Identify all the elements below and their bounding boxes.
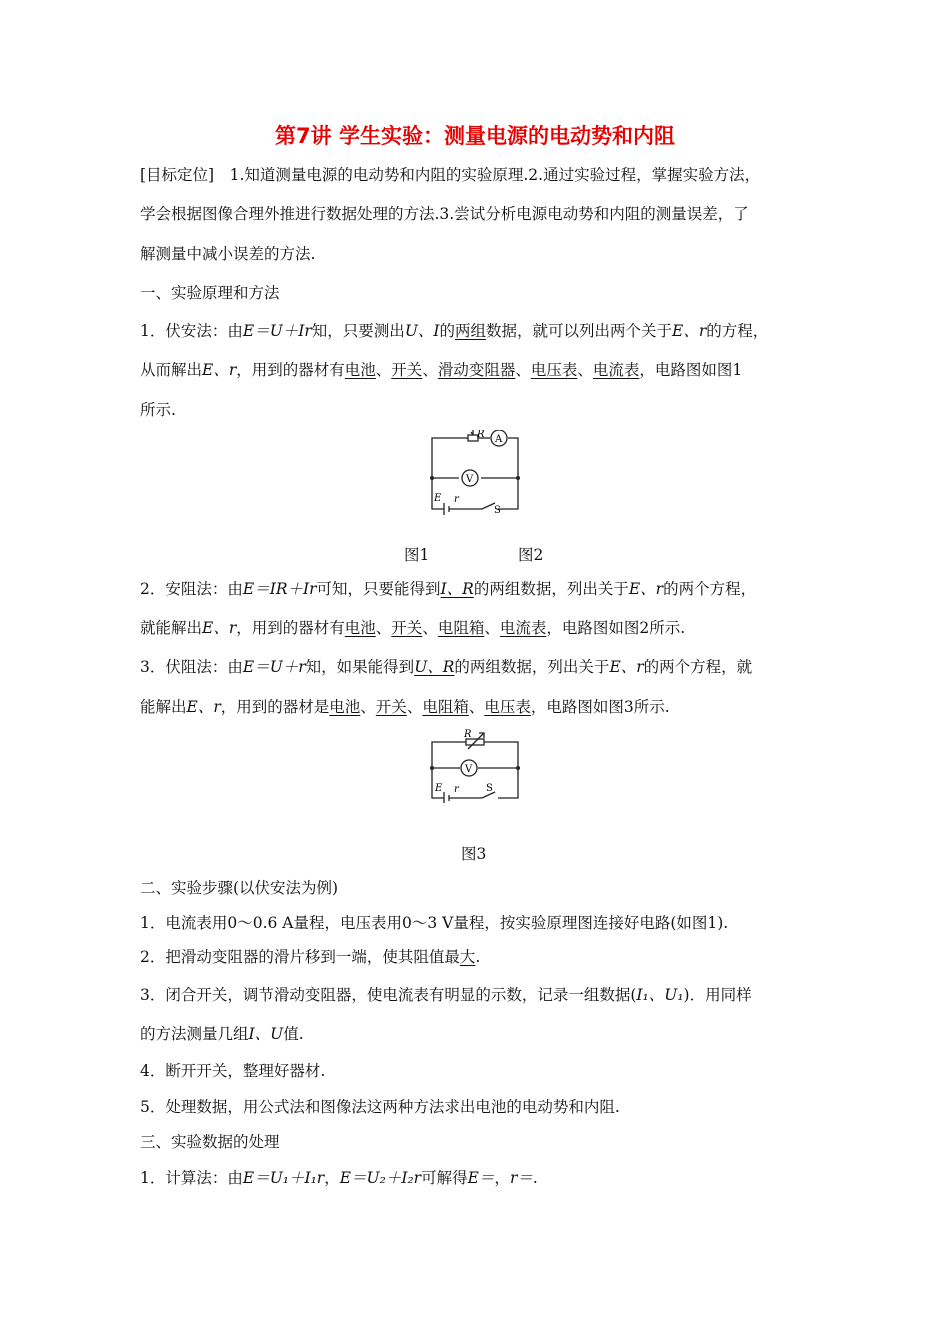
- internal-resistance-label: r: [454, 494, 459, 505]
- text: 、: [422, 361, 438, 379]
- text: 就能解出: [140, 619, 203, 637]
- emf-label: E: [434, 493, 442, 504]
- text: 能解出: [140, 698, 187, 716]
- underlined-answer: 电流表: [592, 361, 640, 379]
- switch-label: S: [486, 783, 493, 794]
- text: ，电路图如图2所示.: [546, 619, 686, 637]
- method-1-line-1: [140, 320, 820, 342]
- underlined-answer: 电池: [344, 361, 376, 379]
- text: 2．把滑动变阻器的滑片移到一端，使其阻值最: [140, 948, 460, 966]
- text: 的: [439, 322, 456, 340]
- underlined-answer: 电池: [329, 698, 361, 716]
- text: 3．闭合开关，调节滑动变阻器，使电流表有明显的示数，记录一组数据(: [140, 986, 637, 1004]
- method-2-line-2: [140, 617, 820, 639]
- circuit-figure-3: [420, 728, 530, 803]
- figure-3-caption: 图3: [461, 845, 487, 863]
- page-title: 第7讲 学生实验：测量电源的电动势和内阻: [275, 124, 675, 148]
- text: ，用到的器材有: [236, 361, 345, 379]
- text: 的方程，: [706, 322, 769, 340]
- text: 数据，就可以列出两个关于: [486, 322, 673, 340]
- formula: E＝: [467, 1169, 495, 1187]
- text: 知，如果能得到: [305, 658, 415, 676]
- calc-method: [140, 1167, 820, 1189]
- text: 可解得: [421, 1169, 468, 1187]
- figure-2-caption: 图2: [518, 546, 544, 564]
- underlined-answer: 电压表: [530, 361, 578, 379]
- text: 从而解出: [140, 361, 203, 379]
- variables: E、r: [628, 580, 664, 598]
- step-3-line-1: [140, 984, 820, 1006]
- text: ，: [494, 1169, 510, 1187]
- text: 、: [360, 698, 376, 716]
- text: 、: [515, 361, 531, 379]
- underlined-answer: 电阻箱: [422, 698, 469, 716]
- text: 的两组数据，列出关于: [454, 658, 610, 676]
- resistor-box-label: R: [464, 729, 472, 740]
- figure-1-caption: 图1: [404, 546, 430, 564]
- underlined-answer: 开关: [391, 619, 423, 637]
- underlined-answer: 电池: [344, 619, 376, 637]
- underlined-answer: 电流表: [499, 619, 547, 637]
- method-3-line-1: [140, 656, 820, 678]
- method-1-line-3: 所示.: [140, 401, 176, 419]
- step-3-line-2: [140, 1023, 820, 1045]
- internal-resistance-label: r: [454, 784, 459, 795]
- formula: E＝U₂＋I₂r: [339, 1169, 422, 1187]
- voltmeter-label: V: [466, 474, 474, 485]
- formula: r＝: [509, 1169, 533, 1187]
- variables: I、U: [248, 1025, 284, 1043]
- text: 可知，只要能得到: [316, 580, 441, 598]
- underlined-answer: U、R: [414, 658, 455, 676]
- ammeter-label: A: [495, 434, 503, 445]
- underlined-answer: 大: [459, 948, 476, 966]
- variables: E、r: [202, 361, 237, 379]
- text: .: [475, 948, 481, 966]
- circuit-figure-1: [420, 430, 530, 515]
- text: 、: [577, 361, 593, 379]
- variables: E、r: [672, 322, 707, 340]
- underlined-answer: 电阻箱: [437, 619, 485, 637]
- underlined-answer: I、R: [440, 580, 474, 598]
- formula: E＝U₁＋I₁r: [242, 1169, 325, 1187]
- method-2-line-1: [140, 578, 820, 600]
- text: 值.: [283, 1025, 304, 1043]
- text: 知，只要测出: [311, 322, 405, 340]
- text: ，电路图如图1: [639, 361, 743, 379]
- text: ，用到的器材是: [220, 698, 330, 716]
- formula: E＝U＋r: [242, 658, 306, 676]
- underlined-answer: 电压表: [484, 698, 531, 716]
- voltmeter-label: V: [465, 764, 473, 775]
- goal-line-3: 解测量中减小误差的方法.: [140, 245, 316, 263]
- text: 、: [484, 619, 500, 637]
- goal-line-2: 学会根据图像合理外推进行数据处理的方法.3.尝试分析电源电动势和内阻的测量误差，了: [140, 205, 749, 223]
- step-2: [140, 946, 820, 968]
- method-1-line-2: [140, 359, 820, 381]
- text: 的两个方程，就: [643, 658, 753, 676]
- step-1: 1．电流表用0～0.6 A量程，电压表用0～3 V量程，按实验原理图连接好电路(如图1).: [140, 914, 729, 932]
- step-5: 5．处理数据，用公式法和图像法这两种方法求出电池的电动势和内阻.: [140, 1098, 620, 1116]
- text: 、: [468, 698, 485, 716]
- text: ，电路图如图3所示.: [530, 698, 670, 716]
- goal-line-1: [目标定位] 1.知道测量电源的电动势和内阻的实验原理.2.通过实验过程，掌握实验方法，: [140, 166, 761, 184]
- text: 的两个方程，: [663, 580, 757, 598]
- text: 、: [422, 619, 438, 637]
- text: 1．计算法：由: [140, 1169, 243, 1187]
- text: 1．伏安法：由: [140, 322, 243, 340]
- text: .: [532, 1169, 538, 1187]
- resistor-label: R: [477, 430, 485, 440]
- variables: E、r: [609, 658, 644, 676]
- variables: U、I: [404, 322, 440, 340]
- variables: E、r: [186, 698, 221, 716]
- formula: E＝U＋Ir: [242, 322, 312, 340]
- text: 的两组数据，列出关于: [473, 580, 629, 598]
- text: 3．伏阻法：由: [140, 658, 243, 676]
- text: 的方法测量几组: [140, 1025, 249, 1043]
- method-3-line-2: [140, 696, 820, 718]
- step-4: 4．断开开关，整理好器材.: [140, 1062, 326, 1080]
- section-2-heading: 二、实验步骤(以伏安法为例): [140, 879, 339, 897]
- underlined-answer: 两组: [455, 322, 487, 340]
- text: 、: [375, 361, 392, 379]
- text: )．用同样: [683, 986, 752, 1004]
- text: 、: [406, 698, 423, 716]
- underlined-answer: 开关: [391, 361, 423, 379]
- text: 2．安阻法：由: [140, 580, 243, 598]
- section-1-heading: 一、实验原理和方法: [140, 284, 280, 302]
- underlined-answer: 开关: [375, 698, 407, 716]
- emf-label: E: [435, 783, 443, 794]
- variables: E、r: [202, 619, 237, 637]
- underlined-answer: 滑动变阻器: [437, 361, 516, 379]
- formula: E＝IR＋Ir: [242, 580, 317, 598]
- variables: I₁、U₁: [636, 986, 684, 1004]
- text: 、: [375, 619, 392, 637]
- text: ，用到的器材有: [236, 619, 345, 637]
- switch-label: S: [494, 505, 501, 515]
- section-3-heading: 三、实验数据的处理: [140, 1133, 280, 1151]
- text: ，: [324, 1169, 340, 1187]
